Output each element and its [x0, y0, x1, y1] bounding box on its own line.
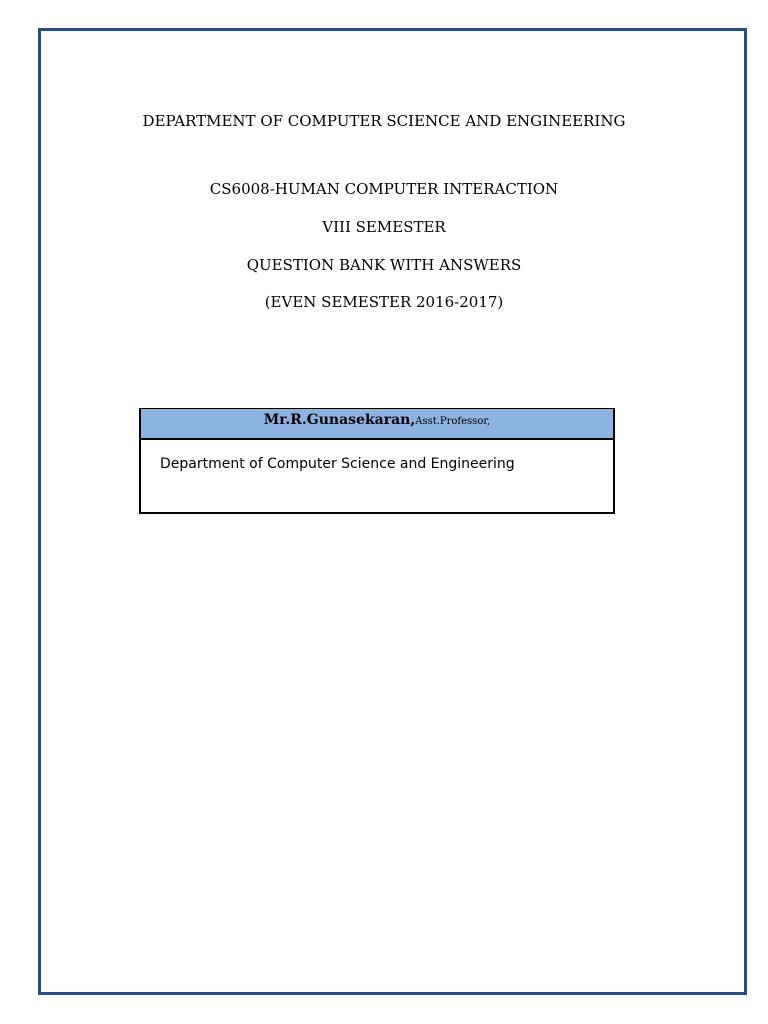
- author-name: Mr.R.Gunasekaran,: [263, 412, 416, 428]
- author-department: Department of Computer Science and Engineering: [160, 456, 515, 472]
- semester-label: VIII SEMESTER: [322, 218, 446, 236]
- author-department-row: [139, 440, 615, 514]
- author-info-table: [139, 408, 615, 514]
- author-header-row: [139, 408, 615, 440]
- academic-term-label: (EVEN SEMESTER 2016-2017): [264, 293, 504, 311]
- course-title: CS6008-HUMAN COMPUTER INTERACTION: [209, 180, 559, 198]
- department-heading: DEPARTMENT OF COMPUTER SCIENCE AND ENGINEERING: [142, 112, 626, 130]
- document-type-label: QUESTION BANK WITH ANSWERS: [246, 256, 522, 274]
- author-designation: Asst.Professor,: [415, 416, 491, 427]
